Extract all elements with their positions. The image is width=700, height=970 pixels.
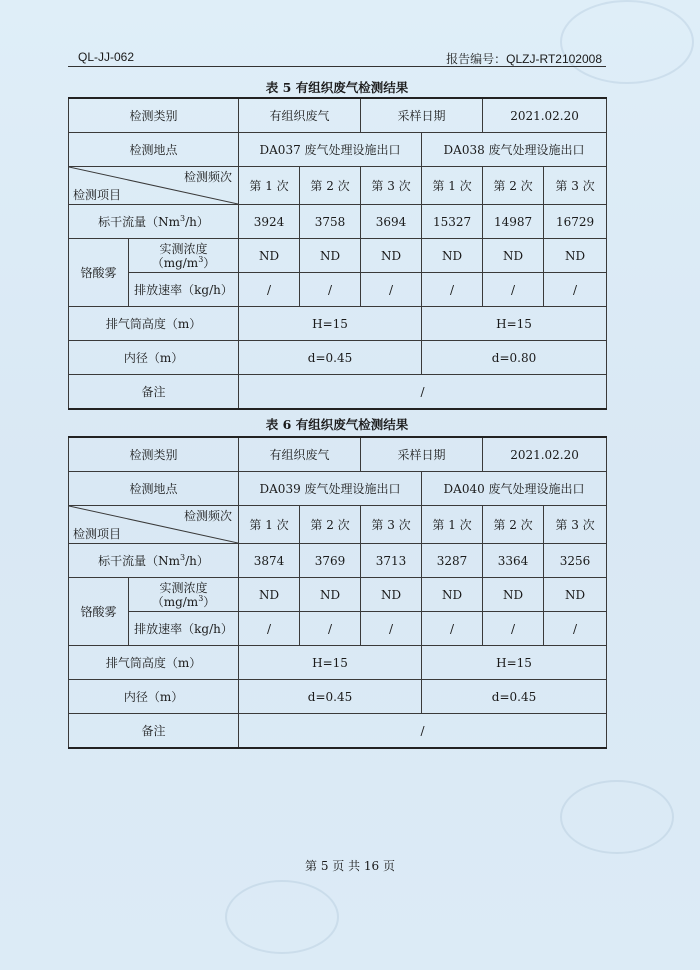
rate-cell: /: [544, 273, 607, 307]
diam-label: 内径（m）: [69, 341, 239, 375]
height-label: 排气筒高度（m）: [69, 646, 239, 680]
flow-cell: 3256: [544, 544, 607, 578]
conc-cell: ND: [544, 578, 607, 612]
rate-cell: /: [300, 273, 361, 307]
rate-cell: /: [544, 612, 607, 646]
conc-cell: ND: [483, 578, 544, 612]
remark-value: /: [239, 714, 607, 749]
freq-cell: 第 2 次: [300, 167, 361, 205]
table-row: [69, 98, 607, 133]
category-value: 有组织废气: [239, 98, 361, 133]
conc-cell: ND: [422, 239, 483, 273]
freq-cell: 第 1 次: [422, 506, 483, 544]
conc-label: 实测浓度$(mg/m^3)$: [129, 578, 239, 612]
diam-value-2: d=0.80: [422, 341, 607, 375]
remark-label: 备注: [69, 714, 239, 749]
site-1: DA039 废气处理设施出口: [239, 472, 422, 506]
table-row: [69, 375, 607, 410]
freq-cell: 第 2 次: [483, 167, 544, 205]
diam-label: 内径（m）: [69, 680, 239, 714]
result-table: [68, 436, 607, 749]
height-value-2: H=15: [422, 307, 607, 341]
freq-cell: 第 2 次: [300, 506, 361, 544]
page-number: 第 5 页 共 16 页: [305, 859, 395, 873]
rate-cell: /: [422, 612, 483, 646]
diam-value-1: d=0.45: [239, 680, 422, 714]
site-2: DA038 废气处理设施出口: [422, 133, 607, 167]
item-label: 检测项目: [73, 188, 122, 202]
site-label: 检测地点: [69, 472, 239, 506]
table-caption: 表 5 有组织废气检测结果: [265, 80, 409, 95]
table-row: [69, 506, 607, 544]
flow-cell: 16729: [544, 205, 607, 239]
date-value: 2021.02.20: [483, 98, 607, 133]
flow-cell: 3713: [361, 544, 422, 578]
watermark-seal: [560, 780, 674, 854]
flow-cell: 3287: [422, 544, 483, 578]
conc-cell: ND: [361, 578, 422, 612]
pollutant-label: 铬酸雾: [69, 239, 129, 307]
rate-cell: /: [300, 612, 361, 646]
site-2: DA040 废气处理设施出口: [422, 472, 607, 506]
rate-cell: /: [239, 273, 300, 307]
rate-cell: /: [483, 612, 544, 646]
freq-cell: 第 1 次: [239, 167, 300, 205]
table-row: [69, 544, 607, 578]
category-label: 检测类别: [69, 98, 239, 133]
flow-cell: 15327: [422, 205, 483, 239]
flow-cell: 14987: [483, 205, 544, 239]
remark-value: /: [239, 375, 607, 410]
table-row: [69, 578, 607, 612]
site-1: DA037 废气处理设施出口: [239, 133, 422, 167]
diam-value-2: d=0.45: [422, 680, 607, 714]
rate-cell: /: [361, 273, 422, 307]
flow-cell: 3694: [361, 205, 422, 239]
table-row: [69, 646, 607, 680]
category-value: 有组织废气: [239, 437, 361, 472]
flow-cell: 3874: [239, 544, 300, 578]
item-label: 检测项目: [73, 527, 122, 541]
remark-label: 备注: [69, 375, 239, 410]
diagonal-header: [69, 167, 239, 205]
table-row: [69, 612, 607, 646]
freq-label: 检测频次: [184, 170, 233, 184]
date-value: 2021.02.20: [483, 437, 607, 472]
table-row: [69, 273, 607, 307]
table-row: [69, 307, 607, 341]
table-row: [69, 680, 607, 714]
rate-cell: /: [422, 273, 483, 307]
table-row: [69, 714, 607, 749]
freq-cell: 第 2 次: [483, 506, 544, 544]
rate-cell: /: [239, 612, 300, 646]
conc-cell: ND: [483, 239, 544, 273]
conc-label: 实测浓度$(mg/m^3)$: [129, 239, 239, 273]
rate-cell: /: [361, 612, 422, 646]
conc-cell: ND: [544, 239, 607, 273]
rate-label: 排放速率（kg/h）: [129, 273, 239, 307]
height-value-1: H=15: [239, 307, 422, 341]
date-label: 采样日期: [361, 437, 483, 472]
report-number: 报告编号：QLZJ-RT2102008: [446, 52, 602, 66]
table-row: [69, 205, 607, 239]
height-value-2: H=15: [422, 646, 607, 680]
date-label: 采样日期: [361, 98, 483, 133]
height-value-1: H=15: [239, 646, 422, 680]
header-rule: [68, 66, 606, 67]
table-row: [69, 472, 607, 506]
watermark-seal: [560, 0, 694, 84]
conc-cell: ND: [300, 239, 361, 273]
flow-cell: 3758: [300, 205, 361, 239]
table-row: [69, 239, 607, 273]
freq-cell: 第 3 次: [361, 506, 422, 544]
flow-cell: 3364: [483, 544, 544, 578]
conc-cell: ND: [239, 239, 300, 273]
conc-cell: ND: [239, 578, 300, 612]
pollutant-label: 铬酸雾: [69, 578, 129, 646]
flow-label: 标干流量（Nm$^3$/h）: [69, 544, 239, 578]
freq-label: 检测频次: [184, 509, 233, 523]
diam-value-1: d=0.45: [239, 341, 422, 375]
freq-cell: 第 3 次: [544, 506, 607, 544]
rate-cell: /: [483, 273, 544, 307]
conc-cell: ND: [361, 239, 422, 273]
category-label: 检测类别: [69, 437, 239, 472]
table-row: [69, 341, 607, 375]
table-caption: 表 6 有组织废气检测结果: [265, 417, 409, 432]
flow-label: 标干流量（Nm$^3$/h）: [69, 205, 239, 239]
freq-cell: 第 3 次: [544, 167, 607, 205]
freq-cell: 第 1 次: [239, 506, 300, 544]
table-row: [69, 437, 607, 472]
flow-cell: 3769: [300, 544, 361, 578]
height-label: 排气筒高度（m）: [69, 307, 239, 341]
flow-cell: 3924: [239, 205, 300, 239]
conc-cell: ND: [422, 578, 483, 612]
watermark-seal: [225, 880, 339, 954]
table-row: [69, 133, 607, 167]
doc-code: QL-JJ-062: [78, 50, 135, 64]
table-row: [69, 167, 607, 205]
result-table: [68, 97, 607, 410]
conc-cell: ND: [300, 578, 361, 612]
freq-cell: 第 1 次: [422, 167, 483, 205]
freq-cell: 第 3 次: [361, 167, 422, 205]
diagonal-header: [69, 506, 239, 544]
rate-label: 排放速率（kg/h）: [129, 612, 239, 646]
site-label: 检测地点: [69, 133, 239, 167]
